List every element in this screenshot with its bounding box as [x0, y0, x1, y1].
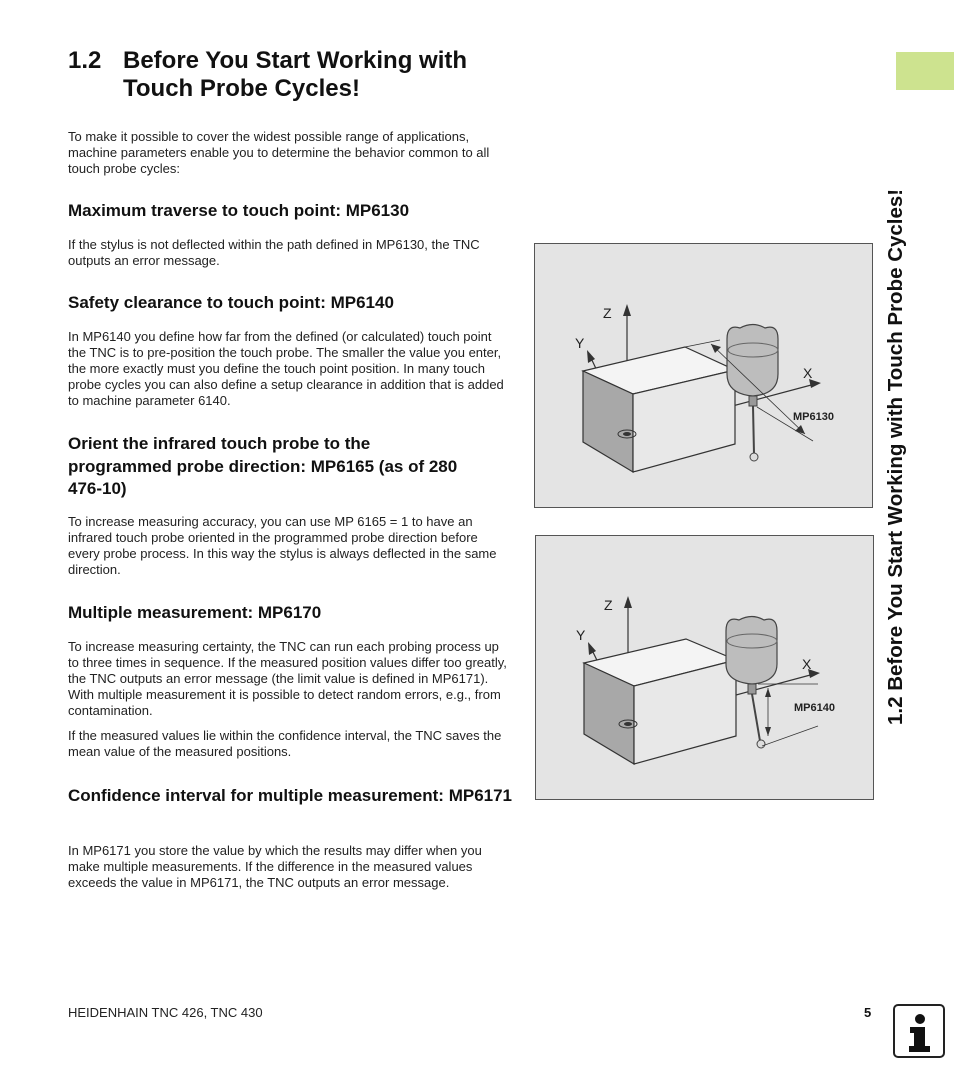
section-number: 1.2: [68, 47, 102, 74]
touch-probe-diagram: [535, 244, 872, 507]
footer-product: HEIDENHAIN TNC 426, TNC 430: [68, 1005, 263, 1020]
axis-x-label: X: [802, 656, 812, 672]
touch-probe-diagram: [536, 536, 873, 799]
heading-mp6165: Orient the infrared touch probe to the programmed probe direction: MP6165 (as of 280 476-10): [68, 434, 458, 498]
chapter-tab: [896, 52, 954, 90]
heading-mp6171: Confidence interval for multiple measurement: MP6171: [68, 786, 513, 805]
axis-y-label: Y: [575, 335, 585, 351]
axis-z-label: Z: [604, 597, 613, 613]
axis-y-label: Y: [576, 627, 586, 643]
dimension-label: MP6130: [793, 411, 834, 423]
page-number: 5: [864, 1005, 872, 1020]
axis-z-label: Z: [603, 305, 612, 321]
side-title-text: 1.2 Before You Start Working with Touch Probe Cycles!: [884, 188, 907, 725]
paragraph-mp6130: If the stylus is not deflected within the path defined in MP6130, the TNC outputs an error message.: [68, 237, 480, 268]
paragraph-mp6170-mean: If the measured values lie within the confidence interval, the TNC saves the mean value of the measured positions.: [68, 728, 502, 759]
paragraph-mp6140: In MP6140 you define how far from the defined (or calculated) touch point the TNC is to pre-position the touch probe. The smaller the value you enter, the more exactly must you define the touch point position. In many touch probe cycles you can also define a setup clearance in addition that is added to machine parameter 6140.: [68, 329, 504, 408]
section-title-line1: Before You Start Working with: [123, 47, 468, 74]
heading-mp6130: Maximum traverse to touch point: MP6130: [68, 201, 410, 220]
paragraph-mp6171: In MP6171 you store the value by which the results may differ when you make multiple measurements. If the difference in the measured values exceeds the value in MP6171, the TNC outputs an error message.: [68, 843, 482, 890]
dimension-label: MP6140: [794, 702, 835, 714]
info-glyph: [895, 1006, 943, 1056]
figure-mp6140: [535, 535, 874, 800]
intro-paragraph: To make it possible to cover the widest possible range of applications, machine parameters enable you to determine the behavior common to all touch probe cycles:: [68, 129, 490, 176]
paragraph-mp6170: To increase measuring certainty, the TNC can run each probing process up to three times in sequence. If the measured position values differ too greatly, the TNC outputs an error message (the limit value is defined in MP6171). With multiple measurement it is possible to detect random errors, e.g., from contamination.: [68, 639, 507, 718]
section-title-line2: Touch Probe Cycles!: [123, 75, 360, 102]
axis-x-label: X: [803, 365, 813, 381]
heading-mp6170: Multiple measurement: MP6170: [68, 603, 322, 622]
figure-mp6130: [534, 243, 873, 508]
paragraph-mp6165: To increase measuring accuracy, you can use MP 6165 = 1 to have an infrared touch probe oriented in the programmed probe direction before every probe process. In this way the stylus is always deflected in the same direction.: [68, 514, 497, 577]
info-icon: [893, 1004, 945, 1058]
heading-mp6140: Safety clearance to touch point: MP6140: [68, 293, 394, 312]
